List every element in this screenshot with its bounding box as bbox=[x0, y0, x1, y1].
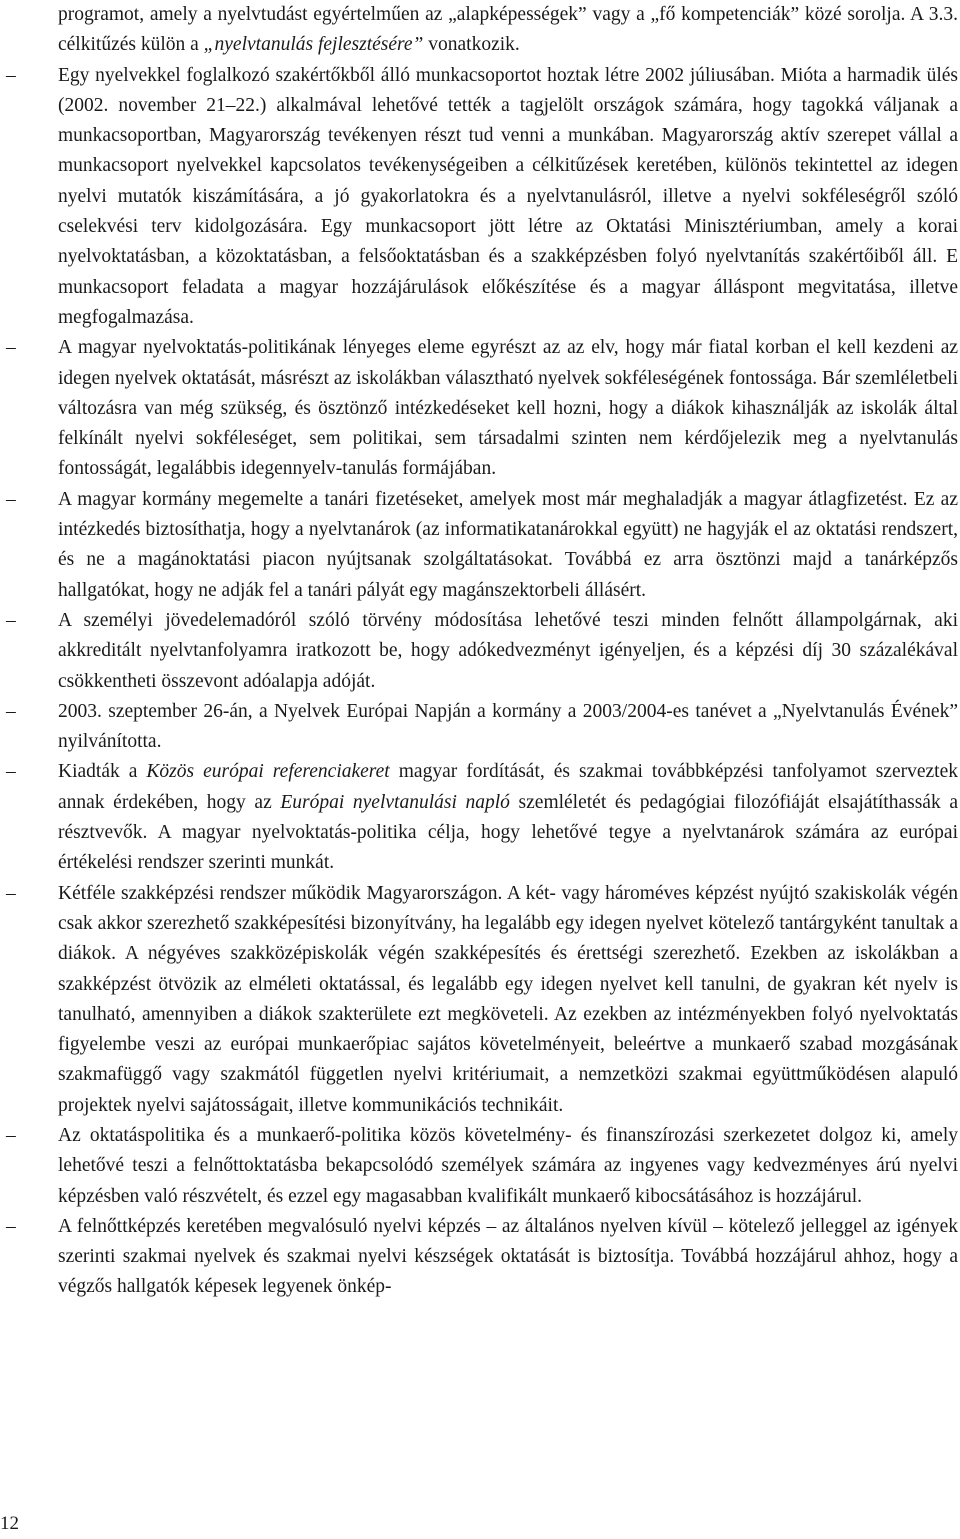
list-item-text: A felnőttképzés keretében megvalósuló nyelvi képzés – az általános nyelven kívül – kötelező jelleggel az igények szerinti szakmai nyelvek és szakmai nyelvi készségek oktatását is biztosítja. Továbbá hozzájárul ahhoz, hogy a végzős hallgatók képesek legyenek önkép- bbox=[58, 1215, 958, 1298]
list-item bbox=[6, 606, 958, 697]
list-item-text-segment: magyar fordítását, és szakmai továbbképzési tanfolyamot szerveztek annak érdekében, hogy az bbox=[58, 761, 958, 813]
nyelvtanulasi-naplo-title: Európai nyelvtanulási napló bbox=[280, 791, 510, 813]
list-item bbox=[6, 1212, 958, 1303]
list-item-text: 2003. szeptember 26-án, a Nyelvek Európai Napján a kormány a 2003/2004-es tanévet a „Nyelvtanulás Évének” nyilvánította. bbox=[58, 700, 958, 753]
intro-tail: vonatkozik. bbox=[423, 34, 520, 56]
list-item bbox=[6, 757, 958, 878]
list-item bbox=[6, 61, 958, 334]
list-item-text: A személyi jövedelemadóról szóló törvény módosítása lehetővé teszi minden felnőtt állampolgárnak, aki akkreditált nyelvtanfolyamra iratkozott be, hogy adókedvezményt igényeljen, és a képzési díj 30 százalékával csökkentheti összevont adóalapja adóját. bbox=[58, 609, 958, 692]
intro-italic: „nyelvtanulás fejlesztésére” bbox=[203, 34, 424, 56]
dash-marker: – bbox=[6, 488, 16, 510]
referenciakeret-title: Közös európai referenciakeret bbox=[146, 761, 390, 783]
dash-marker: – bbox=[6, 761, 16, 783]
list-item-text-segment: Kiadták a bbox=[58, 761, 147, 783]
list-item bbox=[6, 1121, 958, 1212]
intro-text: programot, amely a nyelvtudást egyértelműen az „alapképességek” vagy a „fő kompetenciák” közé sorolja. A 3.3. célkitűzés külön a bbox=[58, 4, 958, 56]
list-item bbox=[6, 879, 958, 1121]
dash-marker: – bbox=[6, 337, 16, 359]
page-number: 12 bbox=[0, 1513, 19, 1534]
dash-marker: – bbox=[6, 64, 16, 86]
list-item bbox=[6, 697, 958, 758]
dash-marker: – bbox=[6, 700, 16, 722]
list-item-text bbox=[58, 757, 958, 878]
intro-paragraph bbox=[58, 0, 958, 61]
list-item-text-segment: szemléletét és pedagógiai filozófiáját elsajátíthassák a résztvevők. A magyar nyelvoktatás-politika célja, hogy lehetővé tegye a nyelvtanárok számára az európai értékelési rendszer szerinti munkát. bbox=[58, 791, 958, 874]
dash-marker: – bbox=[6, 1215, 16, 1237]
list-item bbox=[6, 333, 958, 484]
body-text bbox=[6, 0, 958, 1303]
list-item-text: Egy nyelvekkel foglalkozó szakértőkből álló munkacsoportot hoztak létre 2002 júliusában. Mióta a harmadik ülés (2002. november 21–22.) alkalmával lehetővé tették a tagjelölt országok számára, hogy tagokká váljanak a munkacsoportban, Magyarország tevékenyen részt tud venni a munkában. Magyarország aktív szerepet vállal a munkacsoport nyelvekkel kapcsolatos tevékenységeiben a célkitűzések keretében, különös tekintettel az idegen nyelvi mutatók kiszámítására, a jó gyakorlatokra és a nyelvtanulásról, illetve a nyelvi sokféleségről szóló cselekvési terv kidolgozására. Egy munkacsoport jött létre az Oktatási Minisztériumban, amely a korai nyelvoktatásban, a közoktatásban, a felsőoktatásban és a szakképzésben folyó nyelvtanítás szakértőiből áll. E munkacsoport feladata a magyar hozzájárulások előkészítése és a magyar álláspont megvitatása, illetve megfogalmazása. bbox=[58, 64, 958, 328]
list-item-text: A magyar nyelvoktatás-politikának lényeges eleme egyrészt az az elv, hogy már fiatal korban el kell kezdeni az idegen nyelvek oktatását, másrészt az iskolákban választható nyelvek sokféleségének fontossága. Bár szemléletbeli változásra van még szükség, és ösztönző intézkedéseket kell hozni, hogy a diákok kihasználják az iskolák által felkínált nyelvi sokféleséget, sem politikai, sem társadalmi szinten nem kérdőjelezik meg a nyelvtanulás fontosságát, legalábbis idegennyelv-tanulás formájában. bbox=[58, 337, 958, 480]
list-item bbox=[6, 485, 958, 606]
list-item-text: A magyar kormány megemelte a tanári fizetéseket, amelyek most már meghaladják a magyar átlagfizetést. Ez az intézkedés biztosíthatja, hogy a nyelvtanárok (az informatikatanárokkal együtt) ne hagyják el az oktatási rendszert, és ne a magánoktatási piacon nyújtsanak szolgáltatásokat. Továbbá ez arra ösztönzi majd a tanárképzős hallgatókat, hogy ne adják fel a tanári pályát egy magánszektorbeli állásért. bbox=[58, 488, 958, 601]
dash-marker: – bbox=[6, 609, 16, 631]
list-item-text: Kétféle szakképzési rendszer működik Magyarországon. A két- vagy hároméves képzést nyújtó szakiskolák végén csak akkor szerezhető szakképesítési bizonyítvány, ha legalább egy idegen nyelvet kötelező tantárgyként tanultak a diákok. A négyéves szakközépiskolák végén szakképesítés és érettségi szerezhető. Ezekben az iskolákban a szakképzést ötvözik az elméleti oktatással, és legalább egy idegen nyelvet kell tanulni, de gyakran két nyelv is tanulható, amennyiben a diákok szakterülete ezt megköveteli. Az ezekben az intézményekben folyó nyelvoktatás figyelembe veszi az európai munkaerőpiac sajátos követelményeit, beleértve a munkaerő szabad mozgásának szakmafüggő vagy szakmától független nyelvi kritériumait, a nemzetközi szakmai együttműködésen alapuló projektek nyelvi sajátosságait, illetve kommunikációs technikáit. bbox=[58, 882, 958, 1116]
dash-marker: – bbox=[6, 1124, 16, 1146]
dash-marker: – bbox=[6, 882, 16, 904]
list-item-text: Az oktatáspolitika és a munkaerő-politika közös követelmény- és finanszírozási szerkezetet dolgoz ki, amely lehetővé teszi a felnőttoktatásba bekapcsolódó személyek számára az ingyenes vagy kedvezményes árú nyelvi képzésben való részvételt, és ezzel egy magasabban kvalifikált munkaerő kibocsátásához is hozzájárul. bbox=[58, 1124, 958, 1207]
